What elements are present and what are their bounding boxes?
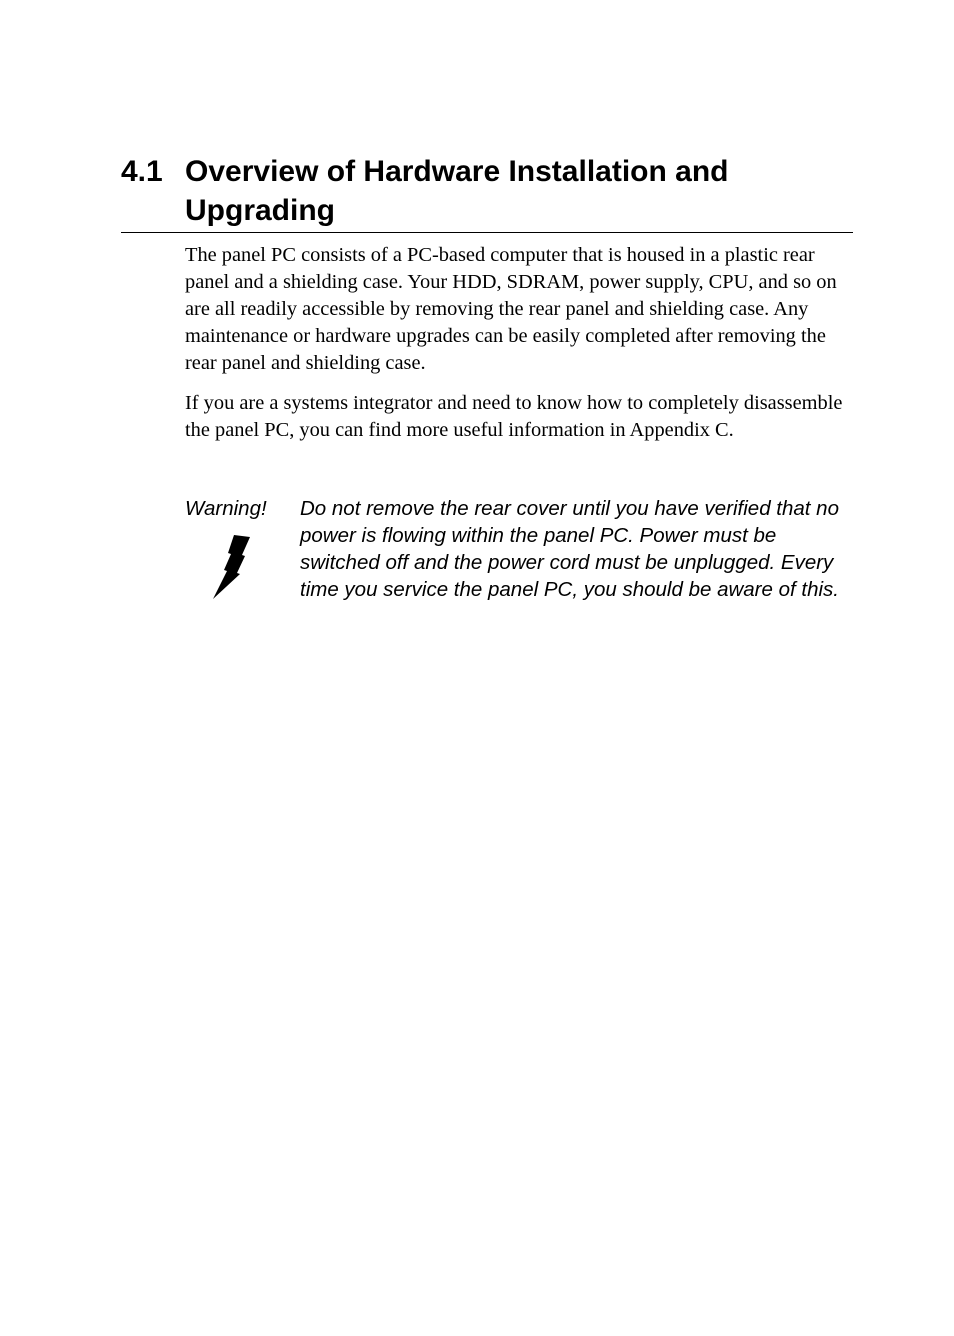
lightning-bolt-icon	[212, 535, 250, 599]
warning-text: Do not remove the rear cover until you have verified that no power is flowing within the panel PC. Power must be switched off and the power cord must be unplugged. Every time you service the panel PC, you should be aware of this.	[300, 497, 839, 601]
body-paragraph-appendix: If you are a systems integrator and need to know how to completely disassemble the panel PC, you can find more useful information in Appendix C.	[185, 392, 843, 441]
heading-divider	[121, 232, 853, 233]
section-number: 4.1	[121, 155, 163, 188]
section-heading	[121, 152, 853, 230]
warning-label: Warning!	[185, 497, 267, 520]
body-paragraph-overview: The panel PC consists of a PC-based computer that is housed in a plastic rear panel and a shielding case. Your HDD, SDRAM, power supply, CPU, and so on are all readily accessible by removing the rear panel and shielding case. Any maintenance or hardware upgrades can be easily completed after removing the rear panel and shielding case.	[185, 244, 837, 374]
section-title: Overview of Hardware Installation and Upgrading	[185, 155, 729, 227]
